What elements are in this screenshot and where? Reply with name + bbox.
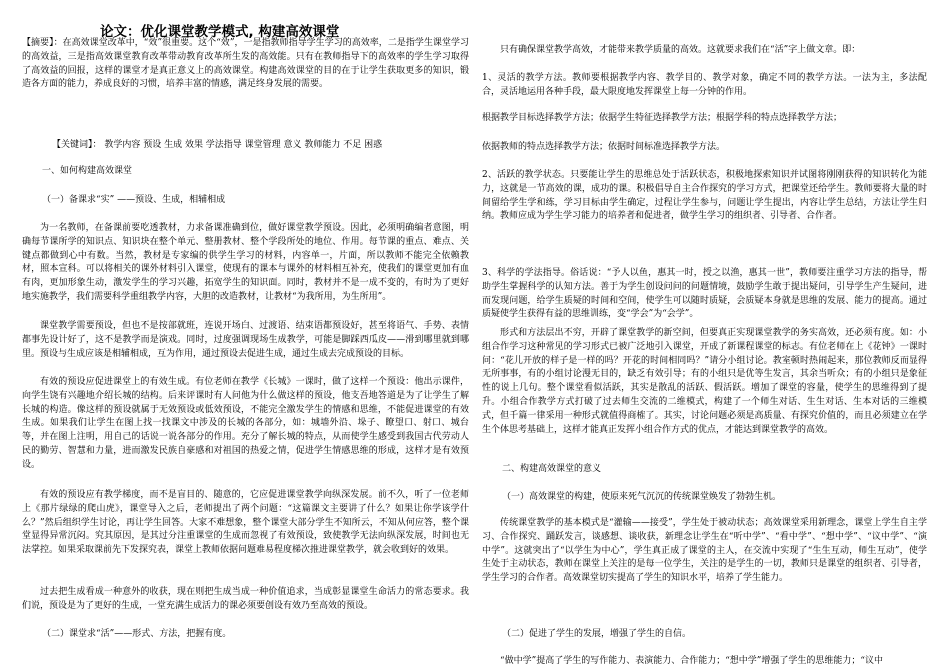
subsection-heading-1-2: （二）课堂求“活”——形式、方法，把握有度。 (42, 629, 232, 639)
body-paragraph: 1、灵活的教学方法。教师要根据教学内容、教学目的、教学对象，确定不同的教学方法。一法为主，多法配合，灵活地运用各种手段，最大限度地发挥课堂上每一分钟的作用。 (482, 73, 927, 97)
subsection-heading-2-2: （二）促进了学生的发展，增强了学生的自信。 (502, 629, 692, 639)
body-paragraph: 有效的预设应促进课堂上的有效生成。有位老师在教学《长城》一课时，做了这样一个预设：他出示课件，向学生饶有兴趣地介绍长城的结构。后来评课时有人问他为什么做这样的预设，他支吾地答道是为了让学生了解长城的构造。像这样的预设就属于无效预设或低效预设，不能完全激发学生的情感和思维，不能促进课堂的有效生成。如果我们让学生在图上找一找课文中涉及的长城的各部分，如：城墙外沿、垛子、瞭望口、射口、城台等，并在图上注明，用自己的话说一说各部分的作用。充分了解长城的特点，从而使学生感受到我国古代劳动人民的勤劳、智慧和力量，进而激发民族自豪感和对祖国的热爱之情，促进学生情感思维的形成，这样才是有效预设。 (22, 377, 469, 470)
section-heading-1: 一、如何构建高效课堂 (42, 166, 133, 176)
body-paragraph: 2、活跃的教学状态。只要能让学生的思维总处于活跃状态，积极地探索知识并试图将刚刚获得的知识转化为能力，这就是一节高效的课，成功的课。积极倡导自主合作探究的学习方式，把课堂还给学生。教师要将大量的时间留给学生学和练，学习目标由学生确定，过程让学生参与，问题让学生提出，内容让学生总结，方法让学生归纳。教师应成为学生学习能力的培养者和促进者，做学生学习的组织者、引导者、合作者。 (482, 170, 927, 222)
section-heading-2: 二、构建高效课堂的意义 (502, 464, 602, 474)
subsection-heading-1-1: （一）备课求“实” ——预设、生成，相辅相成 (42, 195, 226, 205)
body-paragraph: 有效的预设应有教学梯度，而不是盲目的、随意的，它应促进课堂教学向纵深发展。前不久，听了一位老师上《那片绿绿的爬山虎》，课堂导入之后，老师提出了两个问题：“这篇课文主要讲了什么？如果让你学该学什么？”然后组织学生讨论，再让学生回答。大家不难想象，整个课堂大部分学生不知所云，不知从何应答，整个课堂显得异常沉闷。究其原因，是其过分注重课堂的生成而忽视了有效预设，致使教学无法向纵深发展，时间也无法掌控。如果采取课前先下发探究表，课堂上教师依据问题难易程度梯次推进课堂教学，就会收到好的效果。 (22, 490, 469, 556)
body-paragraph: 课堂教学需要预设，但也不是按部就班，连说开场白、过渡语、结束语都预设好，甚至将语气、手势、表情都事先设计好了，这不是教学而是演戏。同时，过度强调现场生成教学，可能是脚踩西瓜皮——滑到哪里就到哪里。预设与生成应该是相辅相成，互为作用，通过预设去促进生成，通过生成去完成预设的目标。 (22, 321, 469, 359)
body-paragraph: 传统课堂教学的基本模式是“灌输——接受”，学生处于被动状态；高效课堂采用新理念，课堂上学生自主学习、合作探究、踊跃发言，谈感想、谈收获，新理念让学生在“听中学”、“看中学”、“想中学”、“议中学”、“演中学”。这就突出了“以学生为中心”，学生真正成了课堂的主人，在交流中实现了“生生互动，师生互动”，使学生处于主动状态，教师在课堂上关注的是每一位学生，关注的是学生的一切，教师只是课堂的组织者、引导者，学生学习的合作者。高效课堂切实提高了学生的知识水平，培养了学生能力。 (482, 518, 927, 584)
body-paragraph: 为一名教师，在备课前要吃透教材，力求备课准确到位，做好课堂教学预设。因此，必须明确编者意图，明确每节课所学的知识点、知识块在整个单元、整册教材、整个学段所处的地位、作用。每节课的重点、难点、关键点都做到心中有数。当然，教材是专家编的供学生学习的材料，内容单一，片面，所以教师不能完全依赖教材，照本宣科。可以将相关的课外材料引入课堂，使现有的课本与课外的材料相互补充，使我们的课堂更加有血有肉，更加形象生动，激发学生的学习兴趣，拓宽学生的知识面。同时，教材并不是一成不变的，有时为了更好地实施教学，我们需要科学重组教学内容，大胆的改造教材，让教材“为我所用，为生所用”。 (22, 223, 469, 302)
abstract-paragraph: 【摘要】：在高效课堂改革中，“效”很重要。这个“效”，一是指教师指导学生学习的高效率，二是指学生课堂学习的高效益，三是指高效课堂教育改革带动教育改革所生发的高效能。只有在教师指导下的高效率的学生学习取得了高效益的回报，这样的课堂才是真正意义上的高效课堂。构建高效课堂的目的在于让学生获取更多的知识，锻造各方面的能力，养成良好的习惯，培养丰富的情感，满足终身发展的需要。 (22, 38, 469, 90)
body-paragraph: 过去把生成看成一种意外的收获，现在则把生成当成一种价值追求，当成彰显课堂生命活力的常态要求。我们说，预设是为了更好的生成，一堂充满生成活力的课必须要创设有效乃至高效的预设。 (22, 587, 469, 611)
body-paragraph: 3、科学的学法指导。俗话说：“予人以鱼，惠其一时，授之以渔，惠其一世”，教师要注重学习方法的指导，帮助学生掌握科学的认知方法。善于为学生创设问问的问题情境，鼓励学生敢于提出疑问，引导学生产生疑问，进而发现问题，给学生质疑的时间和空间，使学生可以随时质疑，会质疑本身就是思维的发展、能力的提高。通过质疑使学生获得有益的思维训练，变“学会”为“会学”。 (482, 268, 927, 320)
body-paragraph: 根据教学目标选择教学方法；依据学生特征选择教学方法；根据学科的特点选择教学方法； (482, 113, 843, 123)
document-title: 论文：优化课堂教学模式, 构建高效课堂 (100, 24, 340, 40)
body-paragraph: 形式和方法层出不穷，开辟了课堂教学的新空间，但要真正实现课堂教学的务实高效，还必须有度。如：小组合作学习这种常见的学习形式已被广泛地引入课堂，开成了新课程课堂的标志。有位老师在上《花钟》一课时问：“花儿开放的样子是一样的吗？开花的时间相同吗？”请分小组讨论。教室顿时热闹起来，那位教师反而显得无所事事，有的小组讨论漫无目的，缺乏有效引导；有的小组只是优等生发言，其余当听众；有的小组只是象征性的说上几句。整个课堂看似活跃，其实是散乱的活跃、假活跃。增加了课堂的容量，使学生的思维得到了提升。小组合作教学方式打破了过去师生交流的二维模式，构建了一个师生对话、生生对话、生本对话的三维模式，但千篇一律采用一种形式就值得商榷了。其实，讨论问题必须是高质量、有探究价值的，而且必须建立在学生个体思考基础上，这样才能真正发挥小组合作方式的优点，才能达到课堂教学的高效。 (482, 328, 927, 435)
body-paragraph: 依据教师的特点选择教学方法；依据时间标准选择教学方法。 (482, 142, 726, 152)
body-paragraph: “做中学”提高了学生的写作能力、表演能力、合作能力；“想中学”增强了学生的思维能力；“议中 (500, 656, 884, 666)
body-paragraph: 只有确保课堂教学高效，才能带来教学质量的高效。这就要求我们在“活”字上做文章。即： (500, 45, 861, 55)
keywords-line: 【关键词】： 教学内容 预设 生成 效果 学法指导 课堂管理 意义 教师能力 不足 困惑 (52, 140, 383, 150)
subsection-heading-2-1: （一）高效课堂的构建，使原来死气沉沉的传统课堂焕发了勃勃生机。 (502, 492, 782, 502)
